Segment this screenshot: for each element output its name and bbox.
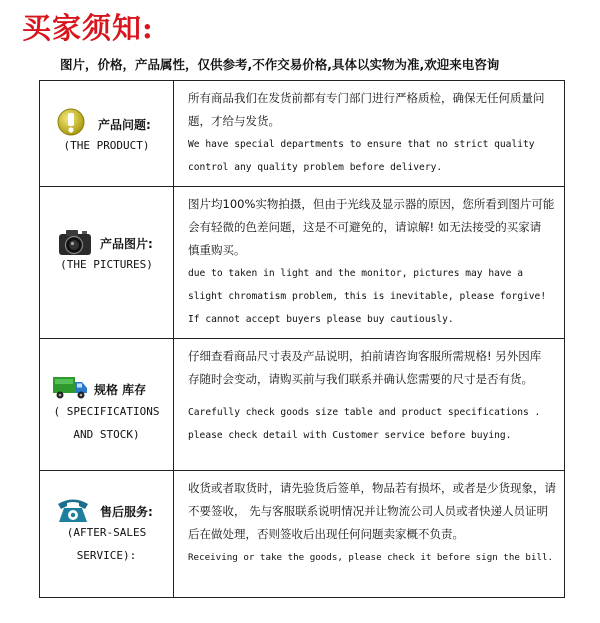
row-product-cn-line: 所有商品我们在发货前都有专门部门进行严格质检，确保无任何质量问 [188,91,545,105]
row-product-label-en: (THE PRODUCT) [63,139,150,152]
row-specifications-label-en: ( SPECIFICATIONS [53,405,160,418]
row-pictures-cn-line: 图片均100%实物拍摄，但由于光线及显示器的原因，您所看到图片可能 [188,197,555,211]
row-after-sales [40,471,564,597]
camera-icon [58,227,92,257]
row-specifications-label-en: AND STOCK) [73,428,140,441]
row-product-en-line: We have special departments to ensure that no strict quality [188,139,535,150]
row-product-cn-line: 题，才给与发货。 [188,114,280,128]
row-product-content [174,81,564,179]
row-product-header [40,81,174,186]
row-specifications-header [40,339,174,470]
spacer [188,391,558,401]
row-pictures-content [174,187,564,331]
row-after-sales-cn-line: 收货或者取货时，请先验货后签单，物品若有损坏，或者是少货现象，请 [188,481,556,495]
row-pictures-label-en: (THE PICTURES) [60,258,153,271]
row-pictures-en-line: due to taken in light and the monitor, pictures may have a [188,268,524,279]
page-title: 买家须知: [22,11,154,45]
row-after-sales-label-cn: 售后服务: [100,505,153,519]
row-after-sales-label-en: (AFTER-SALES [66,526,147,539]
row-after-sales-label-en: SERVICE): [76,549,137,562]
row-after-sales-cn-line: 后在做处理，否则签收后出现任何问题卖家概不负责。 [188,527,464,541]
row-product-label-cn: 产品问题: [98,118,151,132]
row-specifications-en-line: please check detail with Customer service before buying. [188,430,512,441]
row-specifications-en-line: Carefully check goods size table and product specifications . [188,407,541,418]
page-subtitle: 图片，价格，产品属性，仅供参考,不作交易价格,具体以实物为准,欢迎来电咨询 [60,57,500,72]
row-pictures-cn-line: 会有轻微的色差问题，这是不可避免的，请谅解! 如无法接受的买家请 [188,220,542,234]
truck-icon [52,371,88,401]
row-specifications-cn-line: 存随时会变动，请购买前与我们联系并确认您需要的尺寸是否有货。 [188,372,533,386]
row-product-en-line: control any quality problem before delivery. [188,162,443,173]
telephone-icon [56,495,90,525]
row-specifications [40,339,564,471]
row-pictures-en-line: If cannot accept buyers please buy cautiously. [188,314,454,325]
row-pictures-header [40,187,174,338]
row-pictures-en-line: slight chromatism problem, this is inevitable, please forgive! [188,291,547,302]
notice-table [39,80,565,598]
row-specifications-cn-line: 仔细查看商品尺寸表及产品说明，拍前请咨询客服所需规格! 另外因库 [188,349,542,363]
row-specifications-content [174,339,564,447]
row-pictures-cn-line: 慎重购买。 [188,243,246,257]
row-pictures-label-cn: 产品图片: [100,237,153,251]
row-after-sales-content [174,471,564,569]
row-pictures [40,187,564,339]
row-after-sales-en-line: Receiving or take the goods, please check it before sign the bill. [188,552,554,563]
exclamation-icon [56,107,86,137]
row-after-sales-cn-line: 不要签收， 先与客服联系说明情况并让物流公司人员或者快递人员证明 [188,504,549,518]
row-product [40,81,564,187]
row-after-sales-header [40,471,174,597]
row-specifications-label-cn: 规格 库存 [94,383,147,397]
